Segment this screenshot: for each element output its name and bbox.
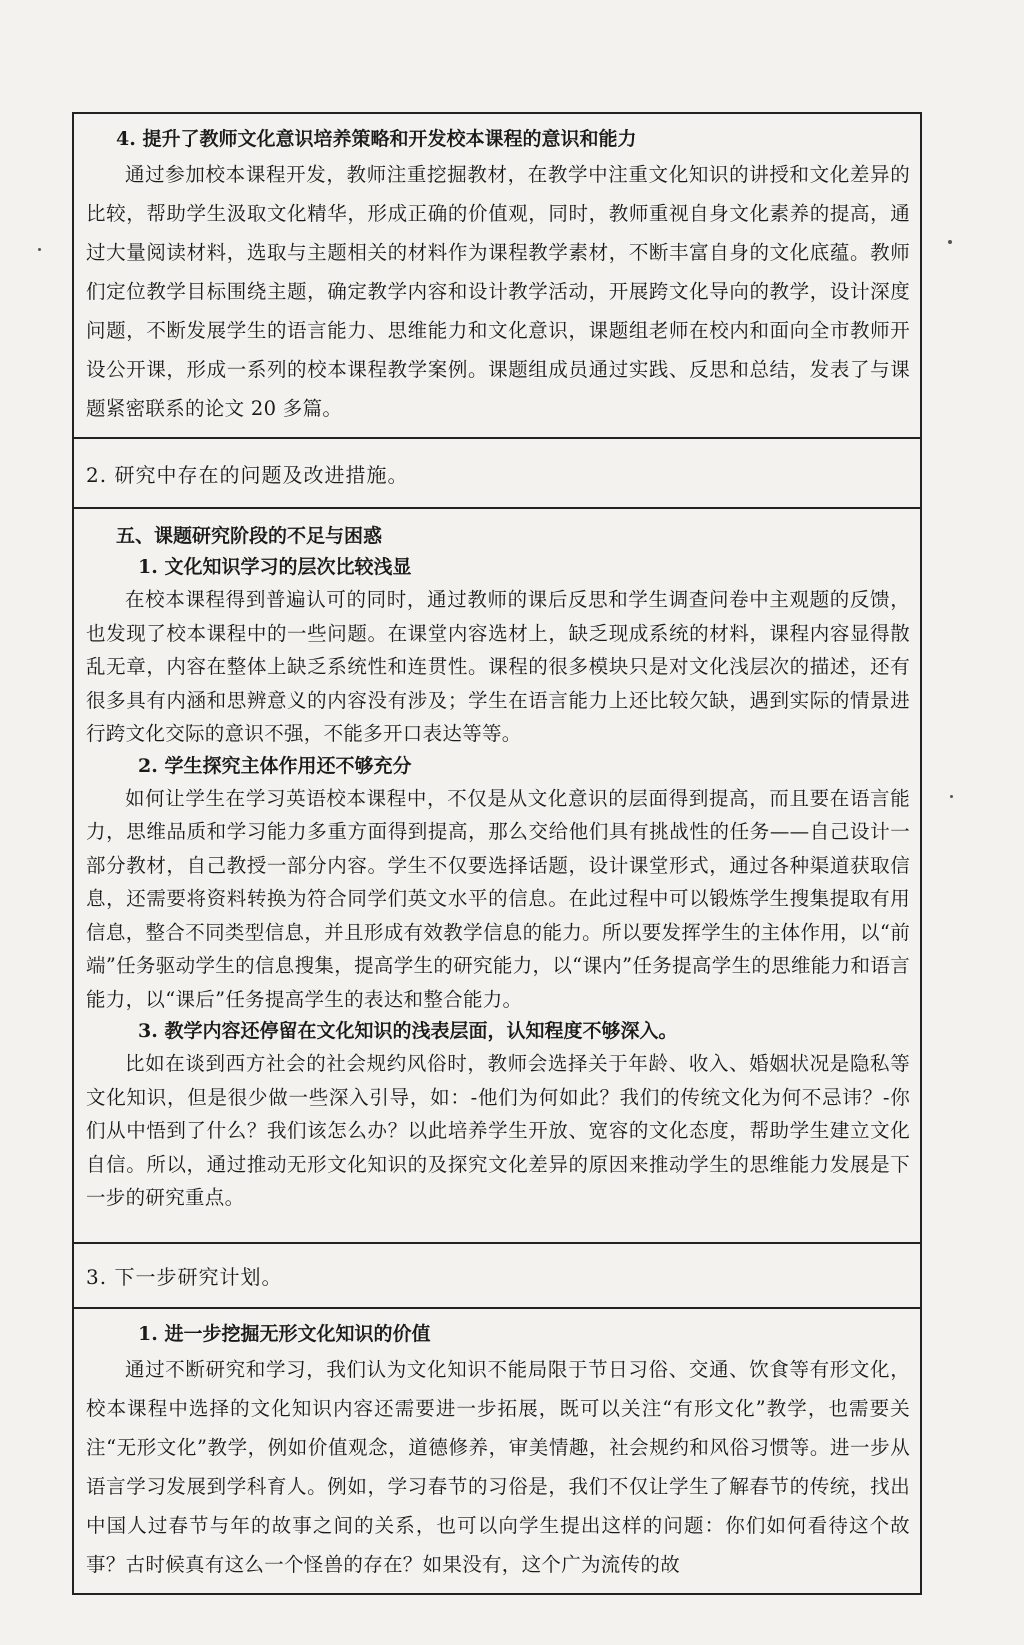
speck-mark [38,248,41,251]
section-heading: 4. 提升了教师文化意识培养策略和开发校本课程的意识和能力 [116,128,637,150]
speck-mark [948,240,952,244]
subheading: 1. 文化知识学习的层次比较浅显 [138,556,412,578]
subheading: 2. 学生探究主体作用还不够充分 [138,754,412,777]
body-paragraph: 比如在谈到西方社会的社会规约风俗时，教师会选择关于年龄、收入、婚姻状况是隐私等文化知识，但是很少做一些深入引导，如：-他们为何如此？我们的传统文化为何不忌讳？-你们从中悟到了什么？我们该怎么办？以此培养学生开放、宽容的文化态度，帮助学生建立文化自信。所以，通过推动无形文化知识的及探究文化差异的原因来推动学生的思维能力发展是下一步的研究重点。 [86,1052,910,1209]
speck-mark [950,795,953,798]
body-paragraph: 通过参加校本课程开发，教师注重挖掘教材，在教学中注重文化知识的讲授和文化差异的比较，帮助学生汲取文化精华，形成正确的价值观，同时，教师重视自身文化素养的提高，通过大量阅读材料，选取与主题相关的材料作为课程教学素材，不断丰富自身的文化底蕴。教师们定位教学目标围绕主题，确定教学内容和设计教学活动，开展跨文化导向的教学，设计深度问题，不断发展学生的语言能力、思维能力和文化意识，课题组老师在校内和面向全市教师开设公开课，形成一系列的校本课程教学案例。课题组成员通过实践、反思和总结，发表了与课题紧密联系的论文 20 多篇。 [86,163,910,420]
plan-label-cell [74,1244,920,1309]
row-label: 3. 下一步研究计划。 [86,1265,283,1289]
body-paragraph: 在校本课程得到普遍认可的同时，通过教师的课后反思和学生调查问卷中主观题的反馈，也发现了校本课程中的一些问题。在课堂内容选材上，缺乏现成系统的材料，课程内容显得散乱无章，内容在整体上缺乏系统性和连贯性。课程的很多模块只是对文化浅层次的描述，还有很多具有内涵和思辨意义的内容没有涉及；学生在语言能力上还比较欠缺，遇到实际的情景进行跨文化交际的意识不强，不能多开口表达等等。 [86,588,910,745]
plan-cell [74,1309,920,1593]
report-table [72,112,922,1595]
problems-label-cell [74,439,920,509]
body-paragraph: 如何让学生在学习英语校本课程中，不仅是从文化意识的层面得到提高，而且要在语言能力，思维品质和学习能力多重方面得到提高，那么交给他们具有挑战性的任务——自己设计一部分教材，自己教授一部分内容。学生不仅要选择话题，设计课堂形式，通过各种渠道获取信息，还需要将资料转换为符合同学们英文水平的信息。在此过程中可以锻炼学生搜集提取有用信息，整合不同类型信息，并且形成有效教学信息的能力。所以要发挥学生的主体作用，以“前端”任务驱动学生的信息搜集，提高学生的研究能力，以“课内”任务提高学生的思维能力和语言能力，以“课后”任务提高学生的表达和整合能力。 [86,786,910,1011]
subheading: 3. 教学内容还停留在文化知识的浅表层面，认知程度不够深入。 [138,1020,678,1042]
body-paragraph: 通过不断研究和学习，我们认为文化知识不能局限于节日习俗、交通、饮食等有形文化，校本课程中选择的文化知识内容还需要进一步拓展，既可以关注“有形文化”教学，也需要关注“无形文化”教学，例如价值观念，道德修养，审美情趣，社会规约和风俗习惯等。进一步从语言学习发展到学科育人。例如，学习春节的习俗是，我们不仅让学生了解春节的传统，找出中国人过春节与年的故事之间的关系，也可以向学生提出这样的问题：你们如何看待这个故事？古时候真有这么一个怪兽的存在？如果没有，这个广为流传的故 [86,1358,910,1576]
chapter-title: 五、课题研究阶段的不足与困惑 [116,525,383,547]
row-label: 2. 研究中存在的问题及改进措施。 [86,462,409,487]
subheading: 1. 进一步挖掘无形文化知识的价值 [138,1323,431,1345]
achievement-cell [74,114,920,439]
problems-cell [74,509,920,1244]
